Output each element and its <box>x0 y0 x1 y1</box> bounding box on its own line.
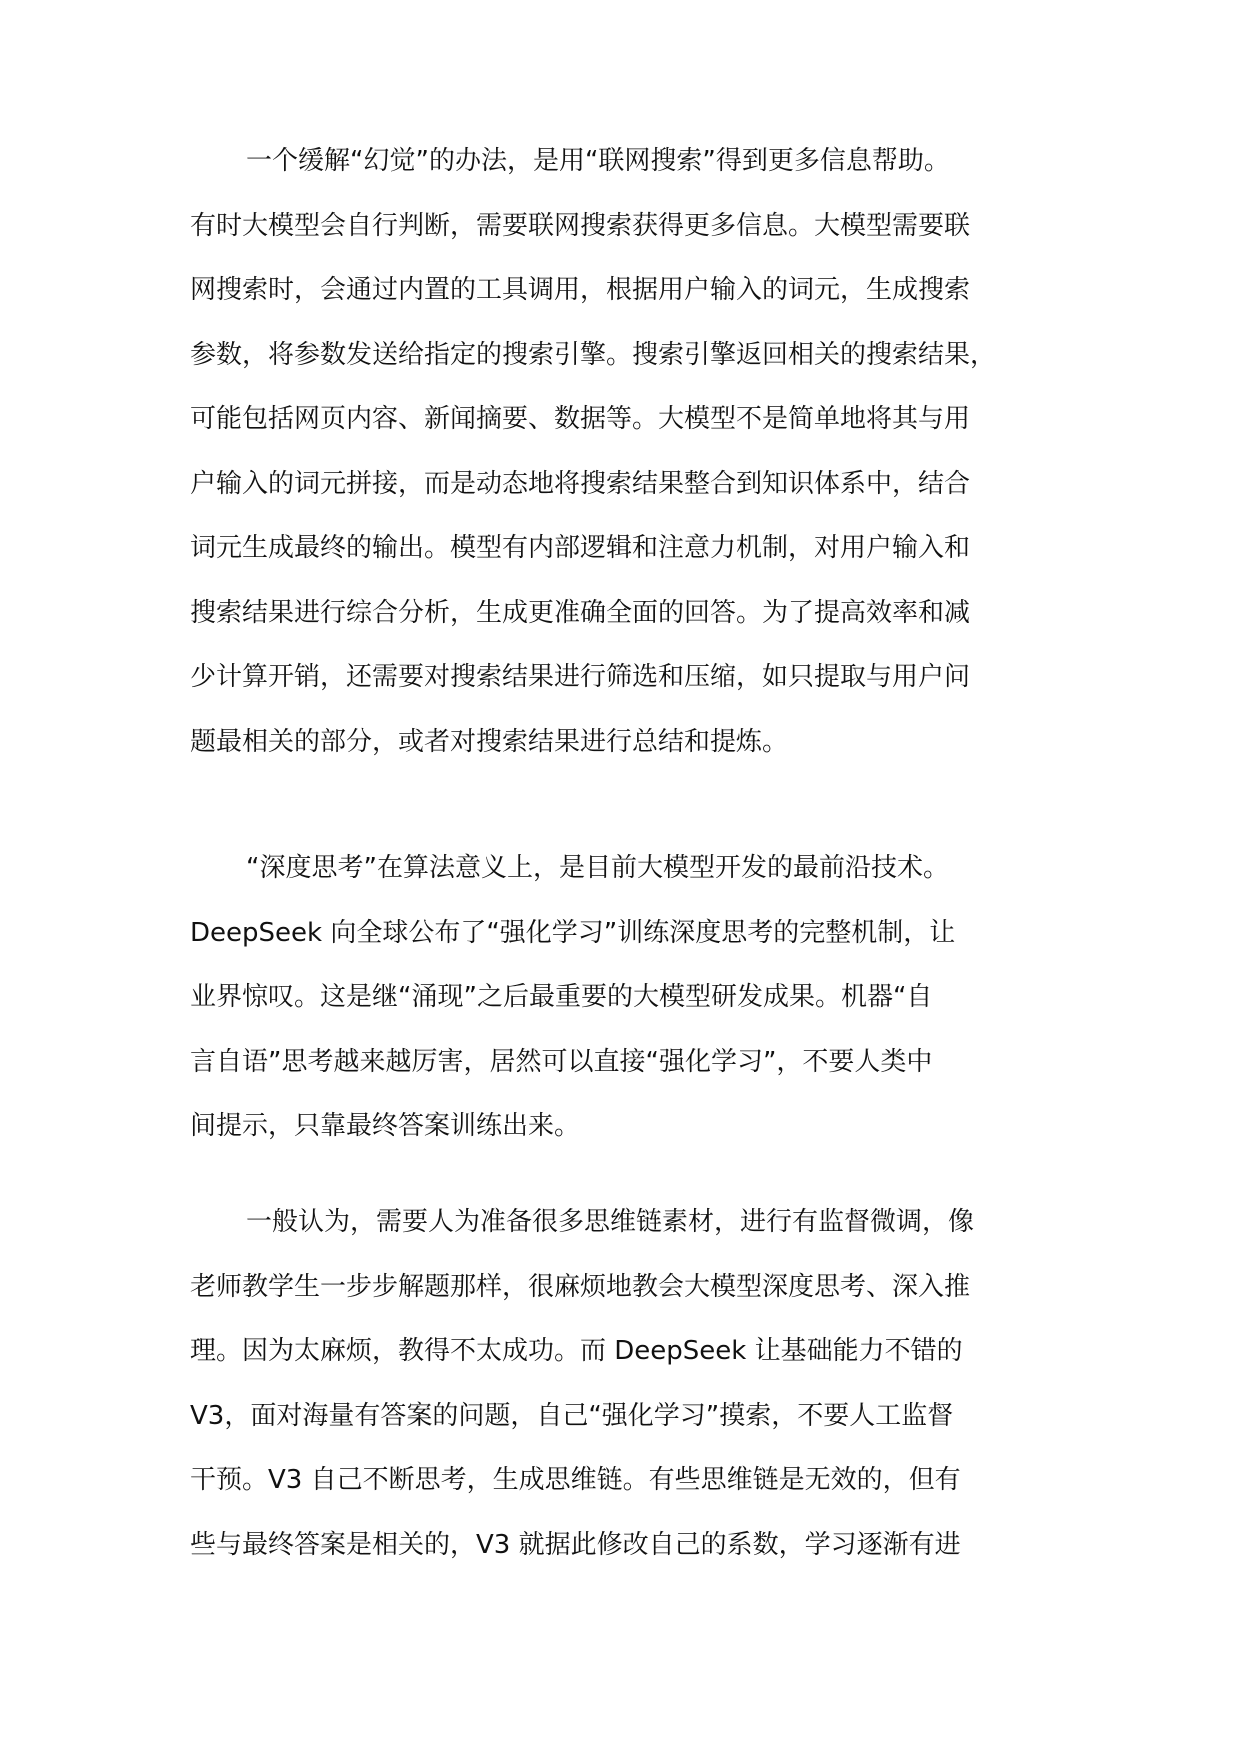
text-line: V3，面对海量有答案的问题，自己“强化学习”摸索，不要人工监督 <box>190 1400 954 1431</box>
text-line: 少计算开销，还需要对搜索结果进行筛选和压缩，如只提取与用户问 <box>190 662 971 692</box>
text-line: 户输入的词元拼接，而是动态地将搜索结果整合到知识体系中，结合 <box>190 468 971 499</box>
text-line: 些与最终答案是相关的，V3 就据此修改自己的系数，学习逐渐有进 <box>190 1529 961 1560</box>
text-line: 网搜索时，会通过内置的工具调用，根据用户输入的词元，生成搜索 <box>190 275 971 305</box>
text-line: 间提示，只靠最终答案训练出来。 <box>190 1111 581 1141</box>
text-line: 参数，将参数发送给指定的搜索引擎。搜索引擎返回相关的搜索结果， <box>190 339 997 370</box>
text-line: 老师教学生一步步解题那样，很麻烦地教会大模型深度思考、深入推 <box>190 1271 971 1302</box>
text-line: “深度思考”在算法意义上，是目前大模型开发的最前沿技术。 <box>246 853 949 883</box>
text-line: 业界惊叹。这是继“涌现”之后最重要的大模型研发成果。机器“自 <box>190 982 933 1012</box>
text-line: DeepSeek 向全球公布了“强化学习”训练深度思考的完整机制，让 <box>190 917 956 948</box>
text-line: 可能包括网页内容、新闻摘要、数据等。大模型不是简单地将其与用 <box>190 404 971 434</box>
text-line: 一般认为，需要人为准备很多思维链素材，进行有监督微调，像 <box>246 1207 975 1237</box>
text-line: 言自语”思考越来越厉害，居然可以直接“强化学习”，不要人类中 <box>190 1046 933 1077</box>
paragraph-web-search <box>190 129 996 774</box>
text-line: 词元生成最终的输出。模型有内部逻辑和注意力机制，对用户输入和 <box>190 533 971 563</box>
text-line: 干预。V3 自己不断思考，生成思维链。有些思维链是无效的，但有 <box>190 1465 961 1495</box>
text-line: 有时大模型会自行判断，需要联网搜索获得更多信息。大模型需要联 <box>190 210 971 241</box>
text-line: 搜索结果进行综合分析，生成更准确全面的回答。为了提高效率和减 <box>190 597 971 628</box>
text-line: 一个缓解“幻觉”的办法，是用“联网搜索”得到更多信息帮助。 <box>246 146 950 176</box>
paragraph-deep-thinking <box>190 836 955 1159</box>
paragraph-reinforcement-learning <box>190 1190 974 1577</box>
text-line: 题最相关的部分，或者对搜索结果进行总结和提炼。 <box>190 726 789 757</box>
text-line: 理。因为太麻烦，教得不太成功。而 DeepSeek 让基础能力不错的 <box>190 1336 963 1366</box>
